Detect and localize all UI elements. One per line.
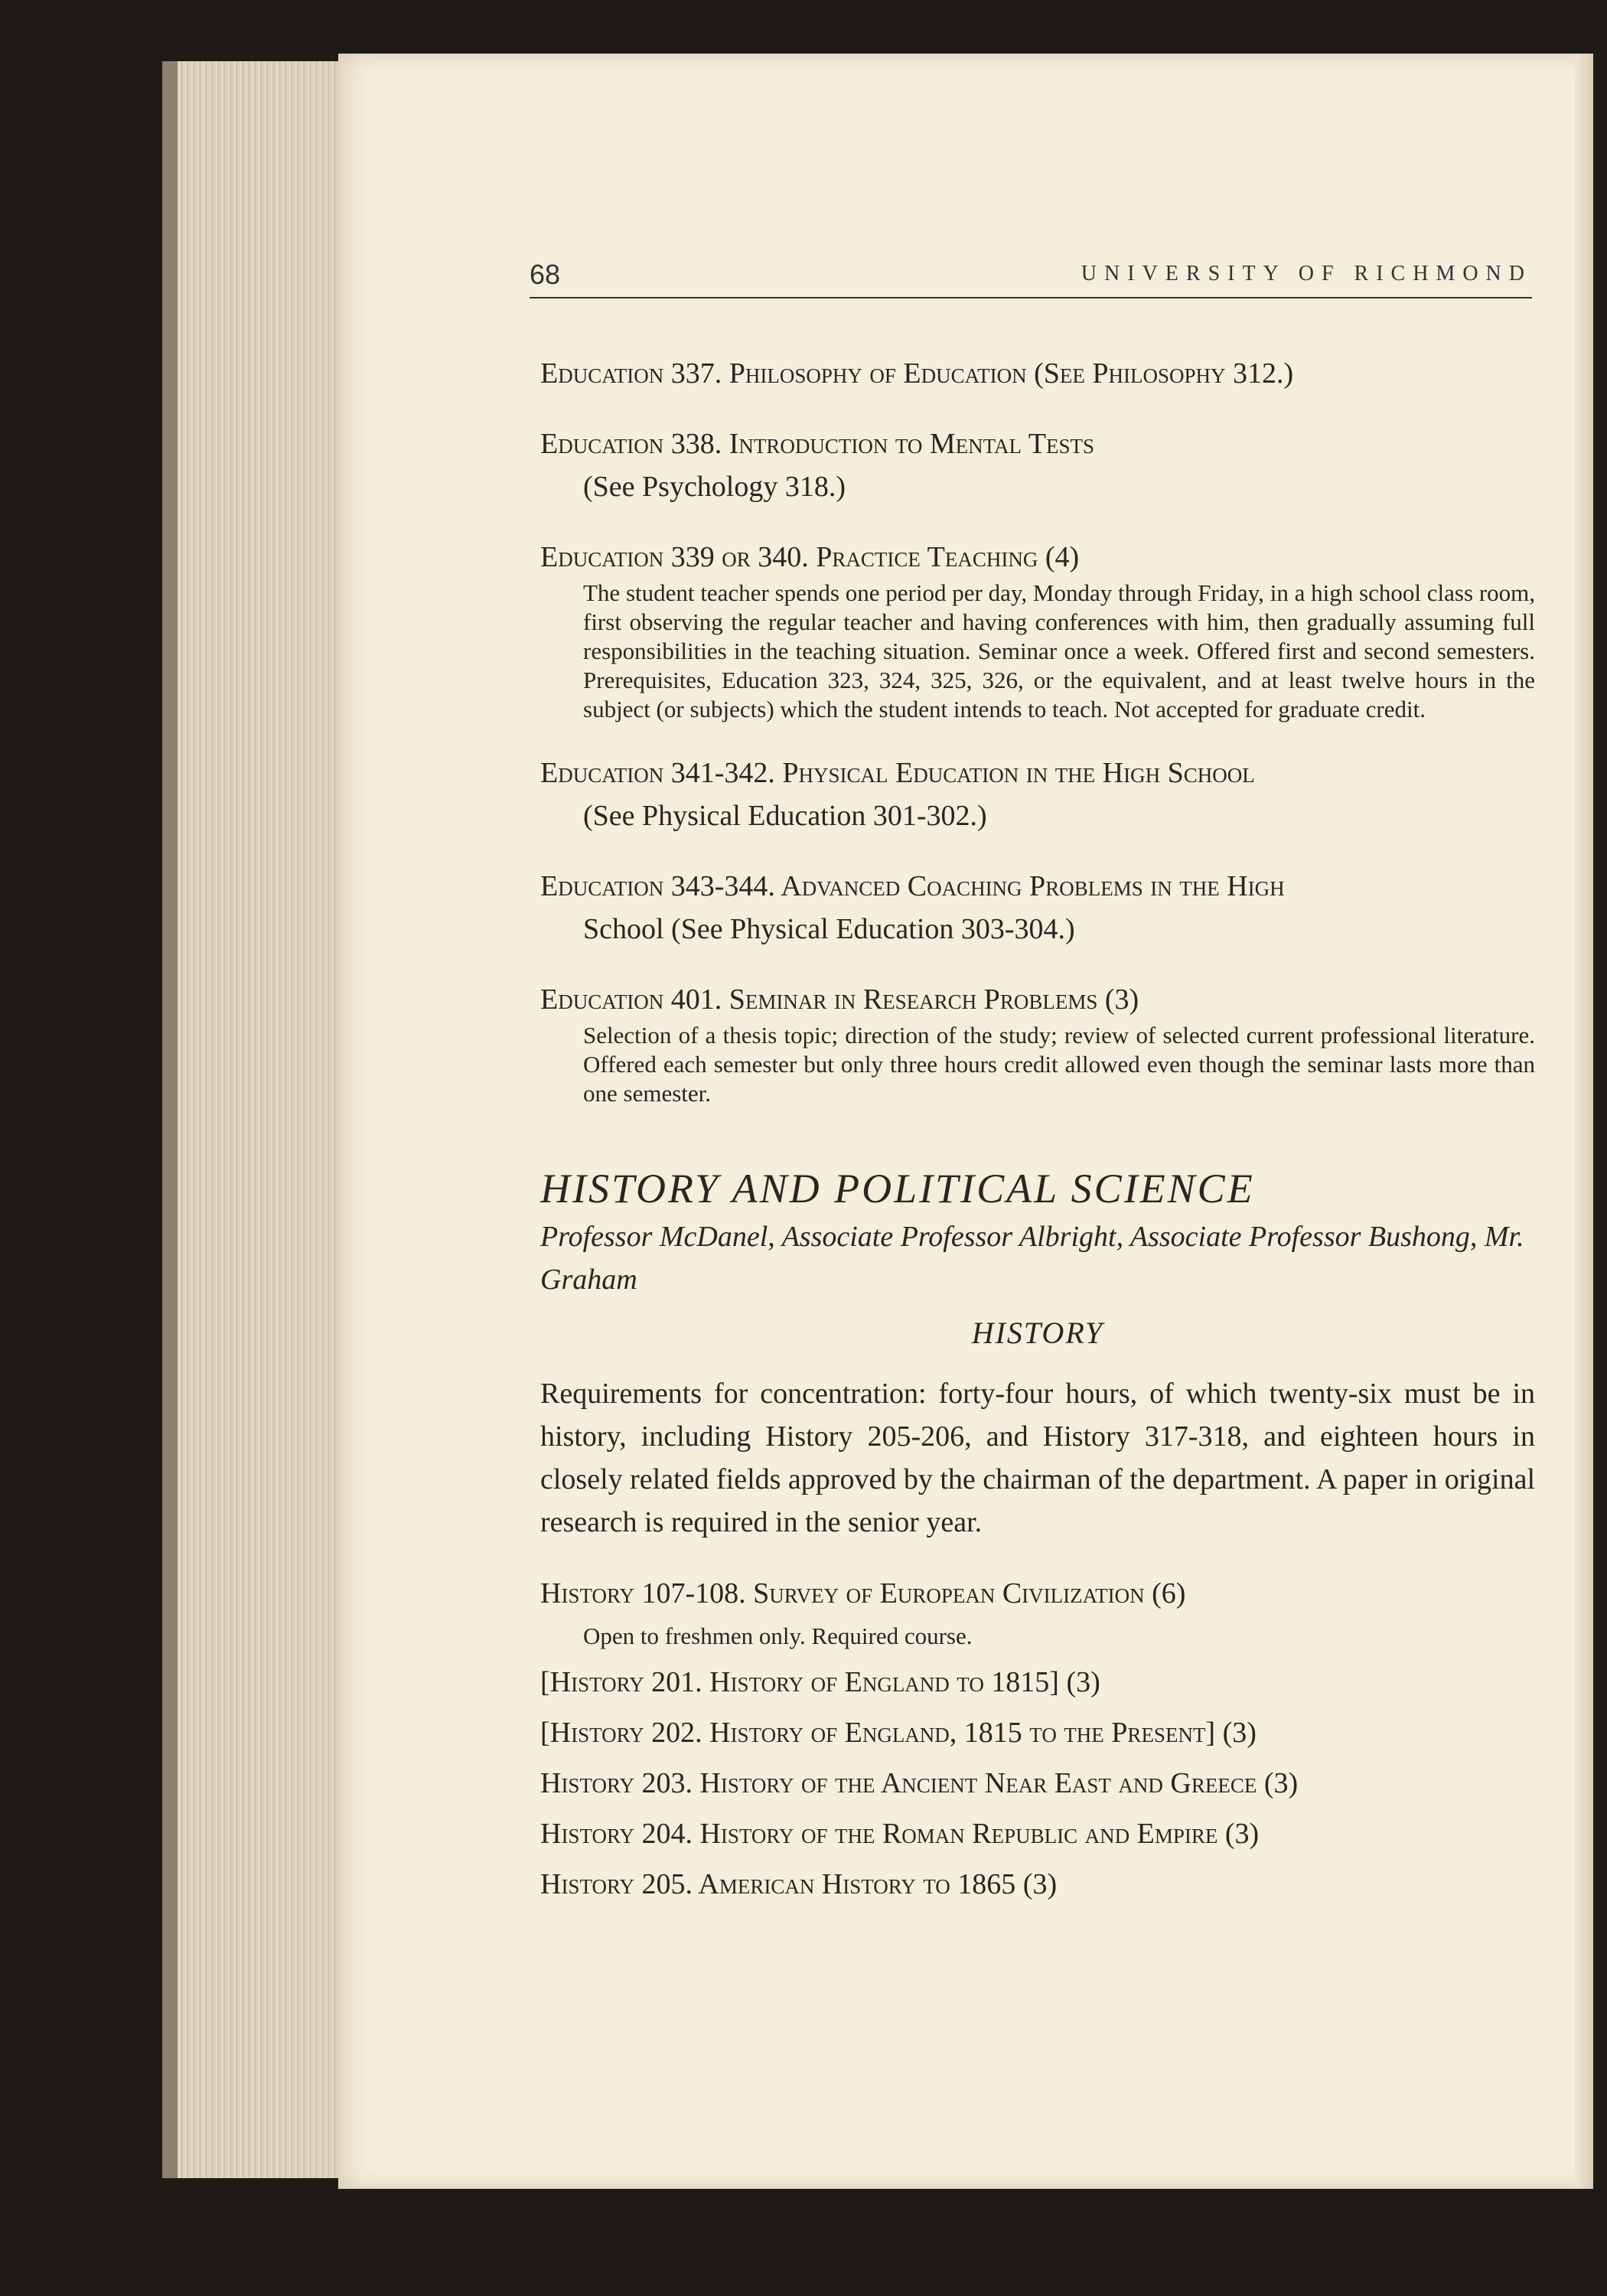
course-entry-education-337 (540, 352, 1535, 395)
course-entry-education-343 (540, 865, 1535, 951)
course-description: Selection of a thesis topic; direction of the study; review of selected current professional literature. Offered each semester but only three hours credit allowed even though the seminar lasts more than one semester. (583, 1022, 1535, 1107)
course-history-202: [History 202. History of England, 1815 to the Present] (3) (540, 1717, 1257, 1749)
course-title: Education 401. Seminar in Research Problems (3) (540, 983, 1139, 1016)
department-title: HISTORY AND POLITICAL SCIENCE (540, 1166, 1255, 1212)
book-page-edges (162, 61, 361, 2178)
course-description: The student teacher spends one period per day, Monday through Friday, in a high school class room, first observing the regular teacher and having conferences with him, then gradually assuming full responsibilities in the teaching situation. Seminar once a week. Offered first and second semesters. Prerequisites, Education 323, 324, 325, 326, or the equivalent, and at least twelve hours in the subject (or subjects) which the student intends to teach. Not accepted for graduate credit. (583, 579, 1535, 722)
section-subheading: HISTORY (971, 1316, 1104, 1350)
page-edge-right (1575, 54, 1593, 2189)
course-entry-education-341 (540, 752, 1535, 837)
concentration-requirements: Requirements for concentration: forty-four hours, of which twenty-six must be in history, including History 205-206, and History 317-318, and eighteen hours in closely related fields approved by the chairman of the department. A paper in original research is required in the senior year. (540, 1378, 1535, 1538)
page-content (540, 352, 1535, 1913)
course-title: Education 337. Philosophy of Education (See Philosophy 312.) (540, 357, 1294, 390)
course-history-205: History 205. American History to 1865 (3) (540, 1868, 1058, 1900)
course-entry-education-338 (540, 422, 1535, 508)
course-title: Education 338. Introduction to Mental Tests (540, 428, 1094, 460)
course-history-204: History 204. History of the Roman Republic and Empire (3) (540, 1818, 1260, 1850)
course-reference: (See Physical Education 301-302.) (583, 800, 987, 832)
course-entry-education-339 (540, 536, 1535, 724)
department-faculty: Professor McDanel, Associate Professor Albright, Associate Professor Bushong, Mr. Graham (540, 1221, 1524, 1296)
course-title: Education 339 or 340. Practice Teaching (4) (540, 541, 1080, 573)
running-header (530, 254, 1532, 298)
course-reference: (See Psychology 318.) (583, 471, 846, 503)
course-history-107: History 107-108. Survey of European Civilization (6) (540, 1577, 1186, 1609)
course-note: Open to freshmen only. Required course. (583, 1623, 973, 1649)
course-history-203: History 203. History of the Ancient Near East and Greece (3) (540, 1767, 1299, 1799)
course-title: Education 343-344. Advanced Coaching Problems in the High (540, 870, 1285, 902)
course-history-201: [History 201. History of England to 1815] (3) (540, 1666, 1100, 1698)
course-entry-education-401 (540, 978, 1535, 1108)
book-page (338, 54, 1593, 2189)
header-title: UNIVERSITY OF RICHMOND (1081, 262, 1532, 285)
course-reference: School (See Physical Education 303-304.) (583, 913, 1075, 945)
page-number: 68 (530, 259, 561, 290)
course-title: Education 341-342. Physical Education in the High School (540, 757, 1255, 789)
